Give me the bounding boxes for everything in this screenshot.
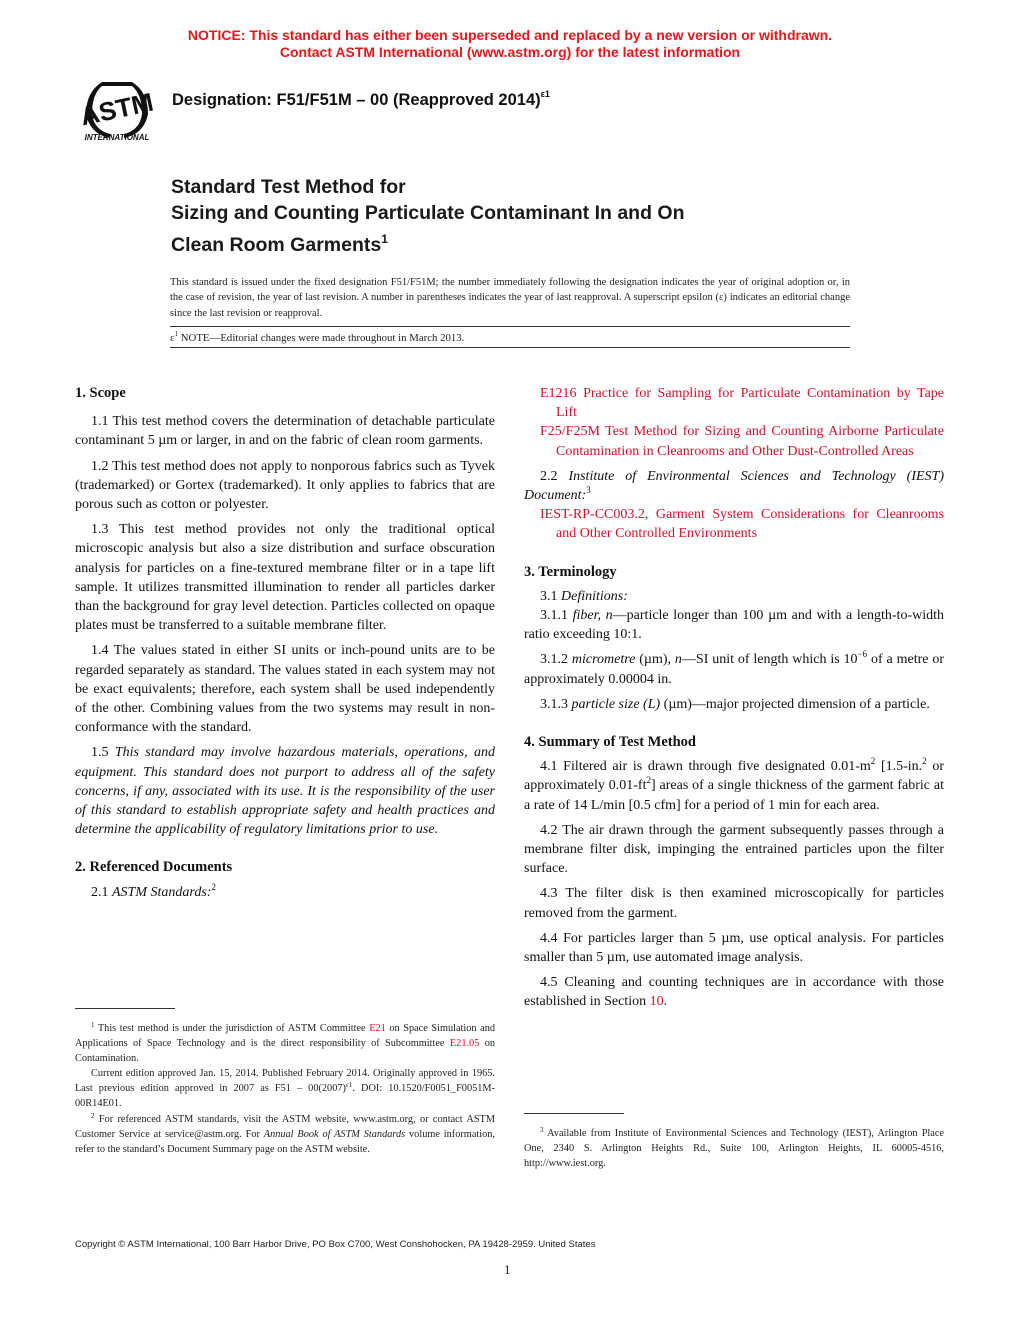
committee-e21-link[interactable]: E21 <box>369 1023 386 1034</box>
title-footnote-mark: 1 <box>381 232 388 246</box>
section-4-1 <box>524 757 944 815</box>
ref-e1216-link[interactable]: E1216 <box>540 386 577 401</box>
section-2-2-number: 2.2 <box>540 468 569 484</box>
definition-fiber: —particle longer than 100 µm and with a length-to-width ratio exceeding 10:1. <box>524 608 944 643</box>
footnote-1-edition-sup: ε1 <box>345 1081 353 1090</box>
footnote-1-edition <box>75 1066 495 1111</box>
term-fiber: fiber, n <box>572 608 613 624</box>
section-4-5 <box>524 973 944 1011</box>
section-10-link[interactable]: 10 <box>649 994 664 1010</box>
section-3-1-1-number: 3.1.1 <box>540 608 573 624</box>
footnote-2-mark: 2 <box>91 1111 95 1120</box>
section-4-1-sup-1: 2 <box>870 756 876 767</box>
notice-line-1: NOTICE: This standard has either been superseded and replaced by a new version or withdrawn. <box>187 27 833 43</box>
editorial-note-text: NOTE—Editorial changes were made throughout in March 2013. <box>178 332 465 344</box>
summary-heading: 4. Summary of Test Method <box>524 734 696 751</box>
section-4-1-a: 4.1 Filtered air is drawn through five designated 0.01-m <box>540 759 871 775</box>
designation <box>172 89 550 110</box>
astm-logo <box>74 74 160 144</box>
footnotes-right <box>524 1126 944 1171</box>
note-divider <box>170 326 850 327</box>
micrometre-pos: n <box>674 652 682 668</box>
section-1-5 <box>75 743 495 839</box>
section-3-1-1 <box>524 606 944 644</box>
designation-text: Designation: F51/F51M – 00 (Reapproved 2014) <box>172 91 541 109</box>
section-3-1-text: Definitions: <box>561 588 628 604</box>
section-1-2: 1.2 This test method does not apply to nonporous fabrics such as Tyvek (trademarked) or Gortex (trademarked). It only applies to fabrics that are porous such as cotton or polyester. <box>75 458 495 513</box>
section-1-3: 1.3 This test method provides not only the traditional optical microscopic analysis but also a size distribution and surface obscuration analysis for particles on a fine-textured membrane filter or in a tape lift sample. It utilizes transmitted illumination to render all particles darker than the background for gray level detection. Particles collected on opaque plates must be transferred to a suitable membrane filter. <box>75 522 495 634</box>
editorial-note <box>170 330 464 344</box>
footnote-3-text: Available from Institute of Environmental Sciences and Technology (IEST), Arlington Place One, 2340 S. Arlington Heights Rd., Suite 100, Arlington Heights, IL 60005-4516, http://www.iest.org. <box>524 1128 944 1170</box>
footnote-1-b: on Space Simulation and Applications of Space Technology and is the direct responsibility of Subcommittee <box>75 1023 496 1050</box>
subcommittee-e21-05-link[interactable]: E21.05 <box>449 1038 480 1050</box>
section-3-1 <box>524 587 944 606</box>
ref-iest-title[interactable]: Garment System Considerations for Cleanrooms and Other Controlled Environments <box>556 507 944 542</box>
section-2-2-footnote-mark: 3 <box>586 485 591 496</box>
section-4-1-sup-3: 2 <box>646 775 651 786</box>
astm-logo-mark <box>74 74 160 144</box>
definition-micrometre-b: of a metre or approximately 0.00004 in. <box>524 652 945 687</box>
footnote-3 <box>524 1126 944 1171</box>
section-4-2: 4.2 The air drawn through the garment subsequently passes through a membrane filter disk, impinging the entrained particles upon the filter surface. <box>524 822 944 877</box>
ref-f25-link[interactable]: F25/F25M <box>540 424 600 440</box>
section-4-1-c: or approximately 0.01-ft <box>524 759 944 794</box>
footnote-2-book-title: Annual Book of ASTM Standards <box>263 1128 406 1140</box>
term-micrometre: micrometre <box>571 652 636 668</box>
section-2-1-text: ASTM Standards: <box>112 884 212 900</box>
ref-e1216-title[interactable]: Practice for Sampling for Particulate Contamination by Tape Lift <box>556 386 944 421</box>
copyright-line: Copyright © ASTM International, 100 Barr Harbor Drive, PO Box C700, West Conshohocken, PA 19428-2959. United States <box>75 1239 596 1250</box>
section-4-1-d: ] areas of a single thickness of the garment fabric at a rate of 14 L/min [0.5 cfm] for a period of 1 min for each area. <box>524 778 945 813</box>
ref-f25 <box>524 422 944 460</box>
page-number: 1 <box>504 1262 511 1277</box>
left-column <box>75 384 495 902</box>
footnote-3-mark: 3 <box>540 1126 544 1134</box>
withdrawal-notice <box>0 27 1020 61</box>
footnote-1-edition-a: Current edition approved Jan. 15, 2014. Published February 2014. Originally approved in 1965. Last previous edition approved in 2007 as F51 – 00(2007) <box>75 1068 495 1095</box>
section-4-3: 4.3 The filter disk is then examined microscopically for particles removed from the garment. <box>524 886 944 921</box>
designation-superscript: ε1 <box>540 89 550 99</box>
document-title <box>171 174 685 258</box>
section-2-1-number: 2.1 <box>91 884 112 900</box>
footnote-1-mark: 1 <box>91 1021 95 1029</box>
micrometre-unit: (µm), <box>635 652 675 668</box>
definition-micrometre-a: —SI unit of length which is 10 <box>681 652 858 668</box>
section-4-4: 4.4 For particles larger than 5 µm, use optical analysis. For particles smaller than 5 µm, use automated image analysis. <box>524 930 944 966</box>
referenced-documents-heading: 2. Referenced Documents <box>75 859 233 876</box>
title-line-2: Sizing and Counting Particulate Contaminant In and On <box>171 202 685 224</box>
section-3-1-number: 3.1 <box>540 588 561 604</box>
title-line-3: Clean Room Garments <box>171 234 382 256</box>
logo-subtitle: INTERNATIONAL <box>84 133 150 142</box>
ref-iest-link[interactable]: IEST-RP-CC003.2, <box>540 507 649 523</box>
section-1-5-text: This standard may involve hazardous materials, operations, and equipment. This standard does not purport to address all of the safety concerns, if any, associated with its use. It is the responsibility of the user of this standard to establish appropriate safety and health practices and determine the applicability of regulatory limitations prior to use. <box>75 745 495 838</box>
note-divider-bottom <box>170 347 850 348</box>
definition-particle-size: (µm)—major projected dimension of a particle. <box>660 696 930 712</box>
notice-line-2: Contact ASTM International (www.astm.org) for the latest information <box>279 44 741 60</box>
editorial-note-mark: ε <box>170 332 175 344</box>
section-3-1-2 <box>524 650 944 688</box>
section-1-1: 1.1 This test method covers the determination of detachable particulate contaminant 5 µm or larger, in and on the fabric of clean room garments. <box>75 414 495 449</box>
logo-letters: ASTM <box>77 86 156 132</box>
section-3-1-3-number: 3.1.3 <box>540 696 572 712</box>
section-2-1 <box>75 883 495 902</box>
editorial-note-mark-sup: 1 <box>174 330 179 338</box>
footnote-2 <box>75 1112 495 1157</box>
section-2-1-footnote-mark: 2 <box>211 881 216 892</box>
right-column <box>524 384 944 1012</box>
section-1-5-number: 1.5 <box>91 745 115 761</box>
section-4-1-sup-2: 2 <box>922 756 927 767</box>
footnote-1-a: This test method is under the jurisdiction of ASTM Committee <box>94 1023 370 1034</box>
section-1-4: 1.4 The values stated in either SI units or inch-pound units are to be regarded separately as standard. The values stated in each system may not be exact equivalents; therefore, each system shall be used independently of the other. Combining values from the two systems may result in non-conformance with the standard. <box>75 643 495 736</box>
micrometre-exponent: −6 <box>857 649 868 660</box>
title-line-1: Standard Test Method for <box>171 176 406 198</box>
section-3-1-3 <box>524 695 944 714</box>
section-3-1-2-number: 3.1.2 <box>540 652 572 668</box>
footnote-2-a: For referenced ASTM standards, visit the ASTM website, www.astm.org, or contact ASTM Customer Service at service@astm.org. For <box>75 1113 495 1140</box>
section-4-5-end: . <box>663 994 668 1010</box>
section-4-1-b: [1.5-in. <box>875 759 923 775</box>
terminology-heading: 3. Terminology <box>524 563 617 580</box>
section-2-2 <box>524 467 944 505</box>
ref-e1216 <box>524 384 944 422</box>
footnote-rule-right <box>524 1113 624 1114</box>
section-4-5-text: 4.5 Cleaning and counting techniques are in accordance with those established in Section <box>524 975 944 1010</box>
ref-iest <box>524 505 944 543</box>
footnote-2-b: volume information, refer to the standard’s Document Summary page on the ASTM website. <box>75 1128 495 1155</box>
footnote-1 <box>75 1021 495 1066</box>
standard-issuance-note: This standard is issued under the fixed designation F51/F51M; the number immediately following the designation indicates the year of original adoption or, in the case of revision, the year of last revision. A number in parentheses indicates the year of last reapproval. A superscript epsilon (ε) indicates an editorial change since the last revision or reapproval. <box>170 277 850 319</box>
footnote-rule-left <box>75 1008 175 1009</box>
footnotes-left <box>75 1021 495 1157</box>
scope-heading: 1. Scope <box>75 385 126 401</box>
section-2-2-text: Institute of Environmental Sciences and Technology (IEST) Document: <box>524 468 945 504</box>
ref-f25-title[interactable]: Test Method for Sizing and Counting Airborne Particulate Contamination in Cleanrooms and Other Dust-Controlled Areas <box>556 424 944 459</box>
term-particle-size: particle size (L) <box>571 696 661 712</box>
footnote-1-c: on Contamination. <box>75 1038 495 1065</box>
footnote-1-edition-b: . DOI: 10.1520/F0051_F0051M-00R14E01. <box>75 1083 495 1110</box>
